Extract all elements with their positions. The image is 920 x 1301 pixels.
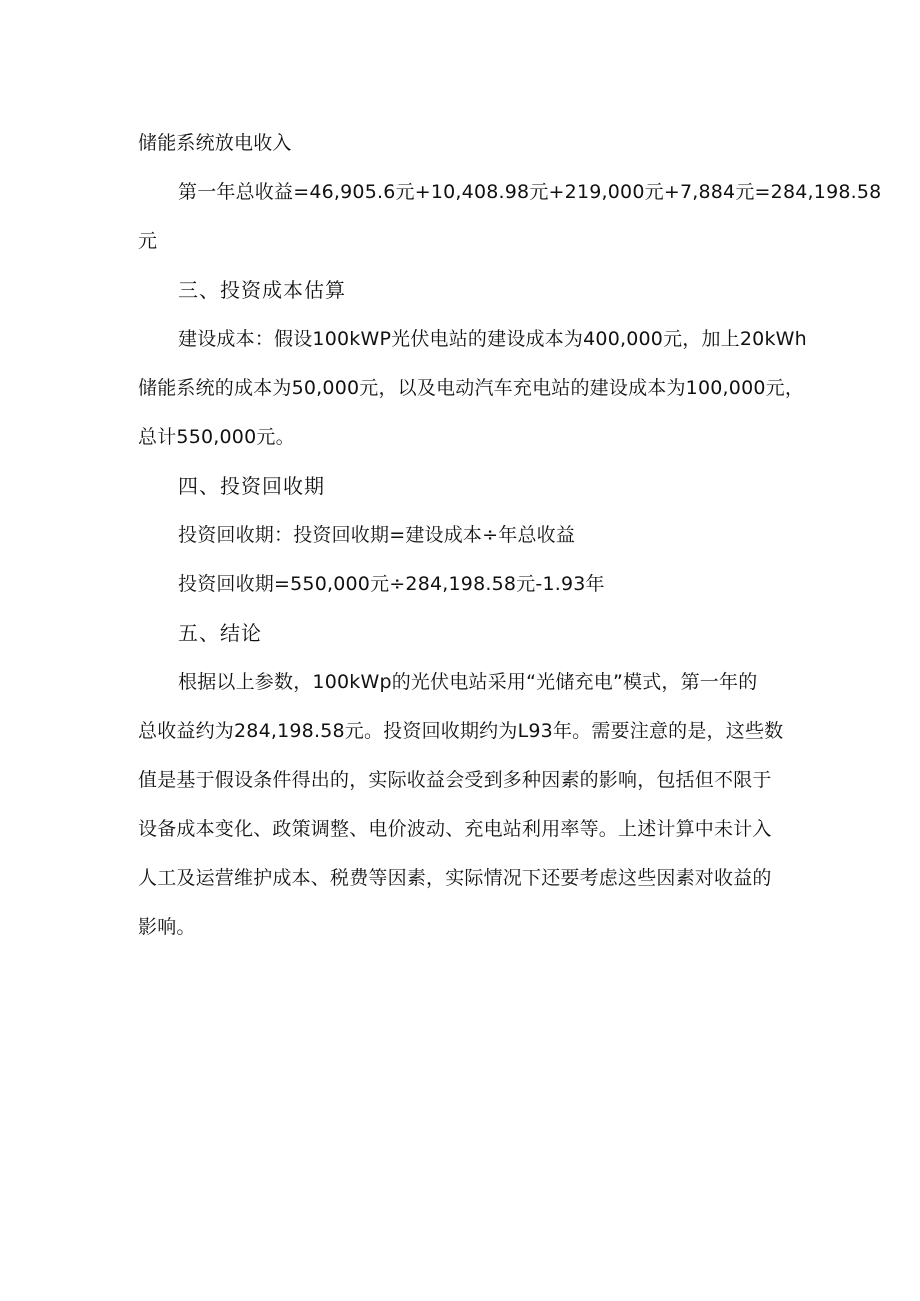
construction-cost-line-3: 总计550,000元。 [138, 426, 295, 448]
total-revenue-line-1: 第一年总收益=46,905.6元+10,408.98元+219,000元+7,884元=284,198.58 [178, 181, 882, 203]
payback-formula-line: 投资回收期：投资回收期=建设成本÷年总收益 [178, 524, 576, 546]
total-revenue-line-2: 元 [138, 230, 158, 252]
conclusion-line-2: 总收益约为284,198.58元。投资回收期约为L93年。需要注意的是，这些数 [138, 720, 784, 742]
conclusion-line-5: 人工及运营维护成本、税费等因素，实际情况下还要考虑这些因素对收益的 [138, 867, 772, 889]
document-body [138, 119, 882, 952]
continuation-line: 储能系统放电收入 [138, 132, 292, 154]
conclusion-line-4: 设备成本变化、政策调整、电价波动、充电站利用率等。上述计算中未计入 [138, 818, 772, 840]
payback-result-line: 投资回收期=550,000元÷284,198.58元-1.93年 [178, 573, 605, 595]
conclusion-line-1: 根据以上参数，100kWp的光伏电站采用“光储充电”模式，第一年的 [178, 671, 758, 693]
section-4-heading: 四、投资回收期 [178, 474, 325, 498]
section-3-heading: 三、投资成本估算 [178, 278, 346, 302]
conclusion-line-6: 影响。 [138, 916, 196, 938]
section-5-heading: 五、结论 [178, 621, 262, 645]
conclusion-line-3: 值是基于假设条件得出的，实际收益会受到多种因素的影响，包括但不限于 [138, 769, 772, 791]
construction-cost-line-1: 建设成本：假设100kWP光伏电站的建设成本为400,000元，加上20kWh [178, 328, 807, 350]
construction-cost-line-2: 储能系统的成本为50,000元，以及电动汽车充电站的建设成本为100,000元， [138, 377, 805, 399]
